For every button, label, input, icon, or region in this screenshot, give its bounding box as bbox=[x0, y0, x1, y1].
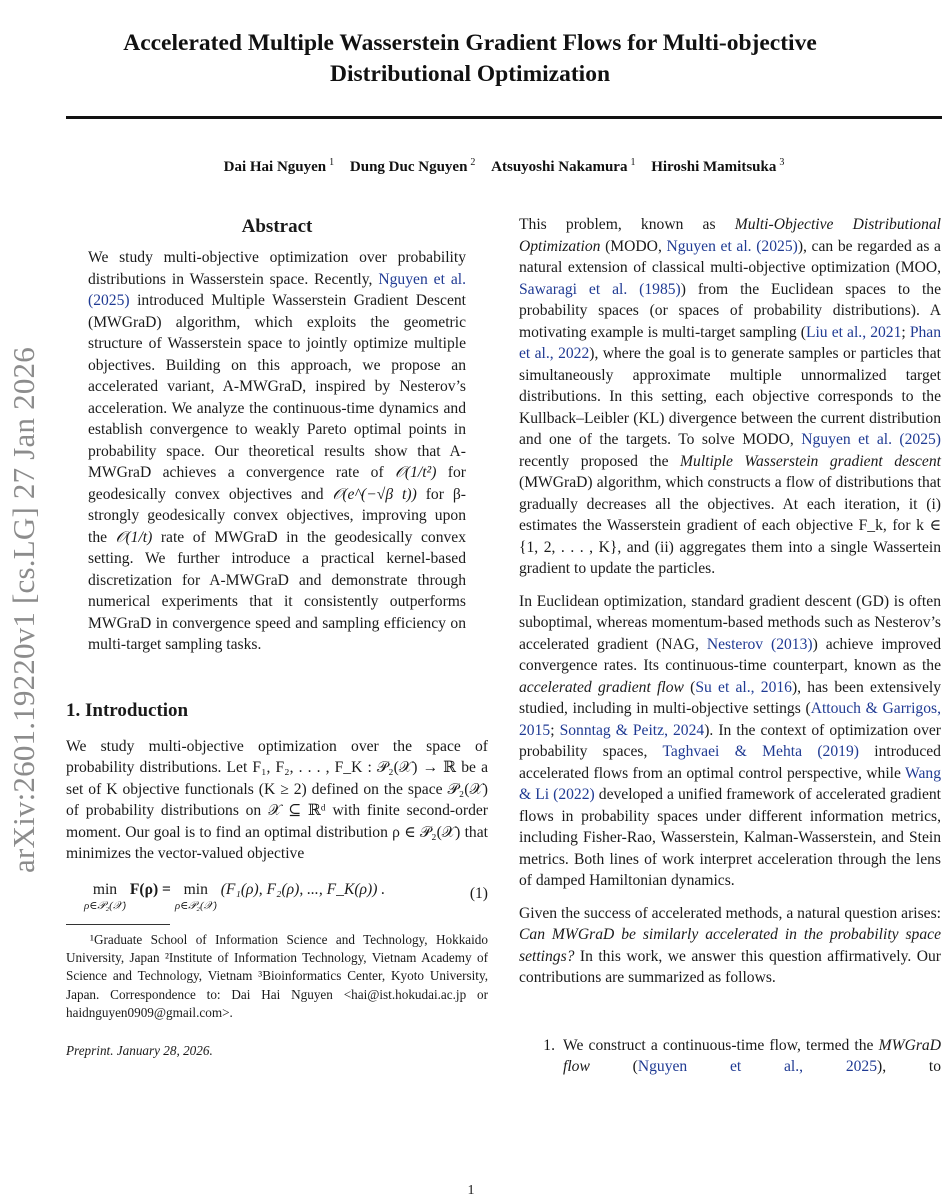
citation-link[interactable]: Attouch & Garrigos, 2015 bbox=[519, 700, 941, 739]
right-column bbox=[519, 214, 941, 1078]
author: Hiroshi Mamitsuka $^3$ bbox=[651, 157, 785, 175]
section-heading-introduction: 1. Introduction bbox=[66, 699, 189, 721]
citation-link[interactable]: Phan et al., 2022 bbox=[519, 323, 942, 362]
paper-title: Accelerated Multiple Wasserstein Gradient Flows for Multi-objective Distributional Optimization bbox=[123, 30, 817, 87]
intro-paragraph: We study multi-objective optimization over the space of probability distributions. Let F₁, F₂, . . . , F_K : 𝒫₂(𝒳) → ℝ be a set of K objective functionals (K ≥ 2) defined on the space 𝒫₂(𝒳) of probability distributions on 𝒳 ⊆ ℝᵈ with finite second-order moment. Our goal is to find an optimal distribution ρ ∈ 𝒫₂(𝒳) that minimizes the vector-valued objective bbox=[66, 737, 488, 862]
citation-link[interactable]: Nguyen et al. (2025) bbox=[666, 237, 798, 255]
title-divider bbox=[66, 116, 942, 119]
equation-number: (1) bbox=[469, 884, 488, 902]
citation-link[interactable]: Su et al., 2016 bbox=[695, 678, 792, 696]
abstract-text: We study multi-objective optimization over probability distributions in Wasserstein space. Recently, Nguyen et al. (2025) introduced Multiple Wasserstein Gradient Descent (MWGraD) algorithm, which exploits the geometric structure of Wasserstein space to jointly optimize multiple objectives. Building on this approach, we propose an accelerated variant, A-MWGraD, inspired by Nesterov’s acceleration. We analyze the continuous-time dynamics and establish convergence to weakly Pareto optimal points in probability space. Our theoretical results show that A-MWGraD achieves a convergence rate of 𝒪(1/t²) for geodesically convex objectives and 𝒪(e^(−√β t)) for β-strongly geodesically convex objectives, improving upon the 𝒪(1/t) rate of MWGraD in the geodesically convex setting. We further introduce a practical kernel-based discretization for A-MWGraD and demonstrate through numerical experiments that it consistently outperforms MWGraD in convergence speed and sampling efficiency on multi-target sampling tasks. bbox=[88, 249, 467, 653]
affiliation-footnote: ¹Graduate School of Information Science and Technology, Hokkaido University, Japan ²Institute of Information Technology, Vietnam Academy of Science and Technology, Vietnam ³Bioinformatics Center, Kyoto University, Japan. Correspondence to: Dai Hai Nguyen <hai@ist.hokudai.ac.jp or haidnguyen0909@gmail.com>. bbox=[66, 932, 488, 1020]
footnote-divider bbox=[66, 924, 170, 925]
page-number: 1 bbox=[467, 1183, 475, 1198]
preprint-date: Preprint. January 28, 2026. bbox=[66, 1043, 213, 1059]
author: Dung Duc Nguyen $^2$ bbox=[349, 157, 476, 175]
math-rate: 𝒪(1/t) bbox=[115, 528, 153, 546]
list-item: 1. We construct a continuous-time flow, termed the MWGraD flow (Nguyen et al., 2025), to bbox=[543, 1036, 942, 1075]
arxiv-stamp-text: arXiv:2601.19220v1 [cs.LG] 27 Jan 2026 bbox=[6, 347, 42, 873]
math-rate: 𝒪(1/t²) bbox=[395, 464, 437, 481]
left-column bbox=[66, 214, 488, 1062]
math-rate: 𝒪(e^(−√β t)) bbox=[332, 485, 417, 503]
citation-link[interactable]: Nguyen et al., 2025 bbox=[637, 1058, 878, 1075]
author: Dai Hai Nguyen $^1$ bbox=[223, 157, 335, 175]
citation-link[interactable]: Nguyen et al. (2025) bbox=[88, 270, 466, 309]
equation-1: min ρ∈𝒫₂(𝒳) F(ρ) = min ρ∈𝒫₂(𝒳) (F₁(ρ), F₂(ρ), ..., F_K(ρ)) . (1) bbox=[84, 880, 488, 912]
citation-link[interactable]: Nesterov (2013) bbox=[706, 635, 813, 653]
citation-link[interactable]: Nguyen et al. (2025) bbox=[801, 431, 942, 448]
citation-link[interactable]: Sawaragi et al. (1985) bbox=[519, 280, 681, 298]
abstract-heading: Abstract bbox=[241, 216, 313, 237]
citation-link[interactable]: Liu et al., 2021 bbox=[805, 323, 902, 341]
arxiv-identifier-stamp bbox=[4, 235, 44, 985]
citation-link[interactable]: Wang & Li (2022) bbox=[519, 764, 941, 803]
paragraph-modo: This problem, known as Multi-Objective Distributional Optimization (MODO, Nguyen et al. (2025)), can be regarded as a natural extension of classical multi-objective optimization (MOO, Sawaragi et al. (1985)) from the Euclidean spaces to the probability spaces (or spaces of probability distributions). A motivating example is multi-target sampling (Liu et al., 2021; Phan et al., 2022), where the goal is to generate samples or particles that simultaneously approximate multiple unnormalized target distributions. In this setting, each objective corresponds to the Kullback–Leibler (KL) divergence between the current distribution and one of the targets. To solve MODO, Nguyen et al. (2025) recently proposed the Multiple Wasserstein gradient descent (MWGraD) algorithm, which constructs a flow of distributions that gradually decreases all the objectives. At each iteration, it (i) estimates the Wasserstein gradient of each objective F_k, for k ∈ {1, 2, . . . , K}, and (ii) aggregates them into a single Wassertein gradient to update the particles. bbox=[519, 216, 942, 577]
contributions-list bbox=[519, 1035, 941, 1078]
author: Atsuyoshi Nakamura $^1$ bbox=[491, 157, 636, 175]
paragraph-acceleration: In Euclidean optimization, standard gradient descent (GD) is often suboptimal, whereas momentum-based methods such as Nesterov’s accelerated gradient (NAG, Nesterov (2013)) achieve improved convergence rates. Its continuous-time counterpart, known as the accelerated gradient flow (Su et al., 2016), has been extensively studied, including in multi-objective settings (Attouch & Garrigos, 2015; Sonntag & Peitz, 2024). In the context of optimization over probability spaces, Taghvaei & Mehta (2019) introduced accelerated flows from an optimal control perspective, while Wang & Li (2022) developed a unified framework of accelerated gradient flows in probability spaces under different information metrics, including Fisher-Rao, Wasserstein, Kalman-Wasserstein, and Stein metrics. Both lines of work interpret acceleration through the lens of damped Hamiltonian dynamics. bbox=[519, 592, 942, 889]
author-list bbox=[66, 157, 942, 176]
citation-link[interactable]: Sonntag & Peitz, 2024 bbox=[559, 721, 705, 739]
citation-link[interactable]: Taghvaei & Mehta (2019) bbox=[662, 743, 859, 760]
paragraph-question: Given the success of accelerated methods, a natural question arises: Can MWGraD be similarly accelerated in the probability space settings? In this work, we answer this question affirmatively. Our contributions are summarized as follows. bbox=[519, 904, 941, 986]
